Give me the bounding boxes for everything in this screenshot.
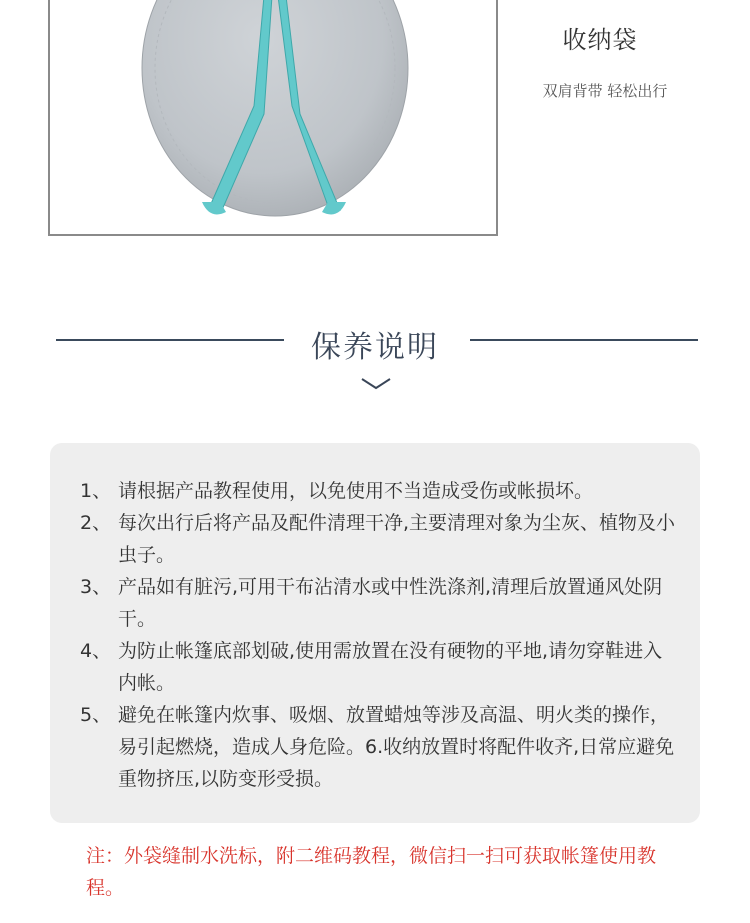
care-item-number: 3、 bbox=[80, 576, 112, 598]
care-item-number: 2、 bbox=[80, 512, 112, 534]
bag-body-shape bbox=[142, 0, 408, 216]
care-instructions-list bbox=[80, 475, 680, 795]
product-image-frame bbox=[48, 0, 498, 236]
section-divider-left bbox=[56, 339, 284, 341]
chevron-down-icon bbox=[360, 376, 392, 392]
care-item-4 bbox=[80, 635, 680, 699]
section-title: 保养说明 bbox=[311, 330, 439, 365]
storage-bag-image bbox=[50, 0, 496, 236]
care-item-3 bbox=[80, 571, 680, 635]
care-item-text: 请根据产品教程使用，以免使用不当造成受伤或帐损坏。 bbox=[118, 480, 594, 502]
care-item-text: 避免在帐篷内炊事、吸烟、放置蜡烛等涉及高温、明火类的操作，易引起燃烧，造成人身危险。6.收纳放置时将配件收齐,日常应避免重物挤压,以防变形受损。 bbox=[118, 704, 675, 790]
care-item-number: 4、 bbox=[80, 640, 112, 662]
product-subtitle: 双肩背带 轻松出行 bbox=[542, 82, 668, 100]
care-instructions-panel bbox=[50, 443, 700, 823]
care-item-text: 每次出行后将产品及配件清理干净,主要清理对象为尘灰、植物及小虫子。 bbox=[118, 512, 676, 566]
care-item-number: 1、 bbox=[80, 480, 112, 502]
care-item-number: 5、 bbox=[80, 704, 112, 726]
care-item-text: 为防止帐篷底部划破,使用需放置在没有硬物的平地,请勿穿鞋进入内帐。 bbox=[118, 640, 663, 694]
warning-note: 注：外袋缝制水洗标，附二维码教程，微信扫一扫可获取帐篷使用教程。 bbox=[86, 845, 657, 899]
care-item-5 bbox=[80, 699, 680, 795]
care-item-1 bbox=[80, 475, 680, 507]
product-title: 收纳袋 bbox=[562, 26, 638, 54]
care-item-text: 产品如有脏污,可用干布沾清水或中性洗涤剂,清理后放置通风处阴干。 bbox=[118, 576, 663, 630]
care-item-2 bbox=[80, 507, 680, 571]
section-divider-right bbox=[470, 339, 698, 341]
